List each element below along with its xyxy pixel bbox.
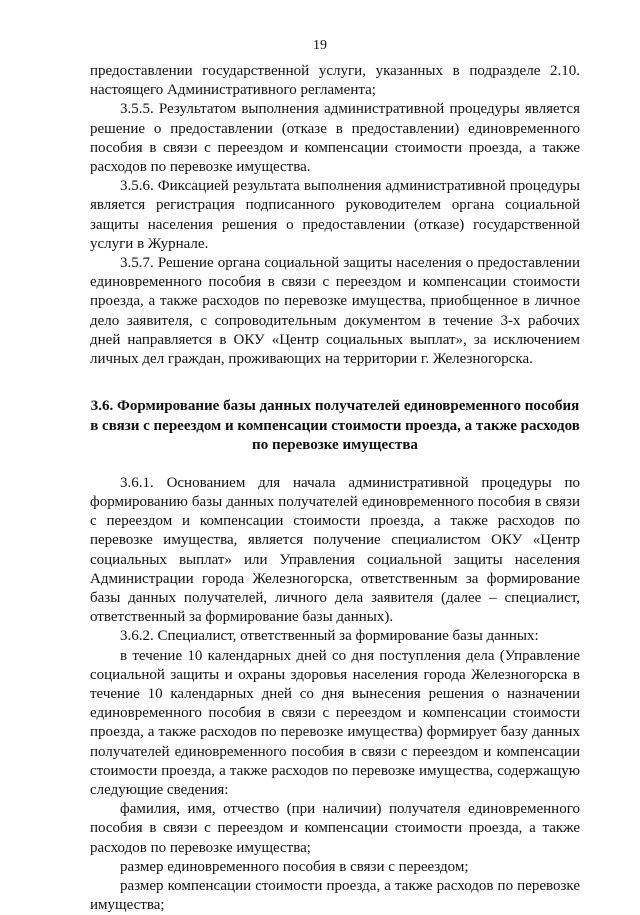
- paragraph-3-5-6: 3.5.6. Фиксацией результата выполнения административной процедуры является регистрация подписанного руководителем органа социальной защиты населения решения о предоставлении (отказе) государственной услуги в Журнале.: [90, 178, 580, 252]
- paragraph-3-6-2: 3.6.2. Специалист, ответственный за формирование базы данных:: [120, 628, 539, 645]
- paragraph-continuation: предоставлении государственной услуги, указанных в подразделе 2.10. настоящего Административного регламента;: [90, 63, 580, 99]
- list-item-compensation: размер компенсации стоимости проезда, а также расходов по перевозке имущества;: [90, 878, 580, 914]
- paragraph-deadline: в течение 10 календарных дней со дня поступления дела (Управление социальной защиты и охраны здоровья населения города Железногорска в течение 10 календарных дней со дня вынесения решения о назначении единовременного пособия в связи с переездом и компенсации стоимости проезда, а также расходов по перевозке имущества) формирует базу данных получателей единовременного пособия в связи с переездом и компенсации стоимости проезда, а также расходов по перевозке имущества, содержащую следующие сведения:: [90, 647, 580, 798]
- paragraph-3-5-5: 3.5.5. Результатом выполнения административной процедуры является решение о предоставлении (отказе в предоставлении) единовременного пособия в связи с переездом и компенсации стоимости проезда, а также расходов по перевозке имущества.: [90, 101, 580, 176]
- list-item-name: фамилия, имя, отчество (при наличии) получателя единовременного пособия в связи с переездом и компенсации стоимости проезда, а также расходов по перевозке имущества;: [90, 801, 580, 856]
- list-item-allowance: размер единовременного пособия в связи с переездом;: [120, 858, 469, 875]
- paragraph-3-5-7: 3.5.7. Решение органа социальной защиты населения о предоставлении единовременного пособия в связи с переездом и компенсации стоимости проезда, а также расходов по перевозке имущества, приобщенное в личное дело заявителя, с сопроводительным документом в течение 3-х рабочих дней направляется в ОКУ «Центр социальных выплат», за исключением личных дел граждан, проживающих на территории г. Железногорска.: [90, 255, 580, 368]
- page-number: 19: [313, 38, 327, 53]
- section-heading-3-6: 3.6. Формирование базы данных получателей единовременного пособия в связи с переездом и компенсации стоимости проезда, а также расходов по перевозке имущества: [90, 398, 580, 454]
- paragraph-3-6-1: 3.6.1. Основанием для начала административной процедуры по формированию базы данных получателей единовременного пособия в связи с переездом и компенсации стоимости проезда, а также расходов по перевозке имущества, является получение специалистом ОКУ «Центр социальных выплат» или Управления социальной защиты населения Администрации города Железногорска, ответственным за формирование базы данных получателей, личного дела заявителя (далее – специалист, ответственный за формирование базы данных).: [90, 474, 580, 626]
- document-body: [90, 62, 580, 915]
